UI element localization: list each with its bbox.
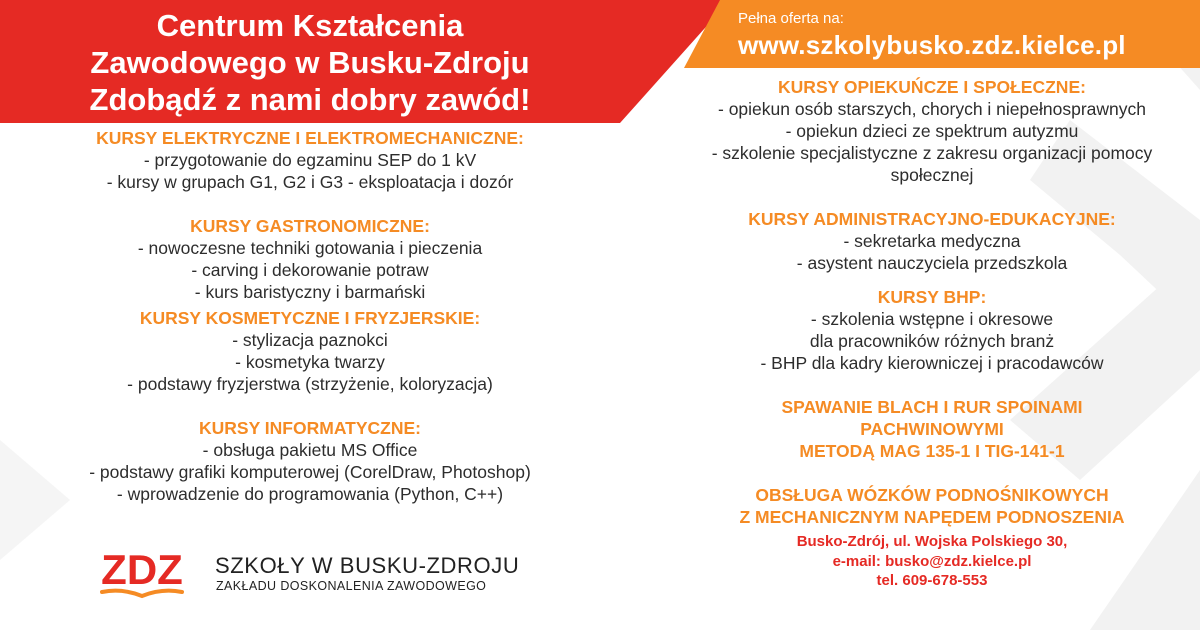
- title-line: Zawodowego w Busku-Zdroju: [90, 45, 530, 80]
- header-title: [30, 7, 590, 118]
- school-subtitle: ZAKŁADU DOSKONALENIA ZAWODOWEGO: [216, 579, 487, 593]
- contact-block: [692, 532, 1172, 591]
- zdz-logo: [96, 544, 188, 604]
- list-item: - carving i dekorowanie potraw: [191, 260, 429, 280]
- section-title: PACHWINOWYMI: [860, 419, 1004, 439]
- list-item: - kurs baristyczny i barmański: [194, 282, 426, 302]
- section-admin: [692, 208, 1172, 274]
- offer-url-link[interactable]: www.szkolybusko.zdz.kielce.pl: [738, 30, 1126, 60]
- list-item: - sekretarka medyczna: [843, 231, 1021, 251]
- section-welding: [692, 396, 1172, 462]
- section-title: KURSY BHP:: [877, 287, 987, 307]
- list-item: - obsługa pakietu MS Office: [202, 440, 418, 460]
- section-title: METODĄ MAG 135-1 I TIG-141-1: [799, 441, 1065, 461]
- section-title: KURSY KOSMETYCZNE I FRYZJERSKIE:: [139, 308, 481, 328]
- list-item: - opiekun osób starszych, chorych i niepełnosprawnych: [718, 99, 1146, 119]
- list-item: - asystent nauczyciela przedszkola: [796, 253, 1068, 273]
- left-column: [30, 127, 590, 505]
- section-cosmetic: [30, 307, 590, 395]
- section-it: [30, 417, 590, 505]
- title-line: Zdobądź z nami dobry zawód!: [89, 82, 531, 117]
- contact-email[interactable]: e-mail: busko@zdz.kielce.pl: [832, 552, 1032, 570]
- list-item: - nowoczesne techniki gotowania i pieczenia: [137, 238, 483, 258]
- list-item: dla pracowników różnych branż: [809, 331, 1055, 351]
- section-title: KURSY INFORMATYCZNE:: [199, 418, 421, 438]
- section-forklift: [692, 484, 1172, 528]
- section-bhp: [692, 286, 1172, 374]
- list-item: - podstawy fryzjerstwa (strzyżenie, koloryzacja): [127, 374, 493, 394]
- title-line: Centrum Kształcenia: [156, 8, 464, 43]
- section-title: SPAWANIE BLACH I RUR SPOINAMI: [781, 397, 1083, 417]
- list-item: - szkolenie specjalistyczne z zakresu organizacji pomocy: [711, 143, 1153, 163]
- right-column: [692, 76, 1172, 591]
- school-name: SZKOŁY W BUSKU-ZDROJU: [215, 553, 520, 578]
- list-item: - szkolenia wstępne i okresowe: [810, 309, 1054, 329]
- section-title: KURSY ELEKTRYCZNE I ELEKTROMECHANICZNE:: [96, 128, 524, 148]
- list-item: - przygotowanie do egzaminu SEP do 1 kV: [143, 150, 477, 170]
- list-item: - stylizacja paznokci: [232, 330, 388, 350]
- section-title: KURSY GASTRONOMICZNE:: [190, 216, 430, 236]
- list-item: - opiekun dzieci ze spektrum autyzmu: [785, 121, 1079, 141]
- list-item: społecznej: [890, 165, 974, 185]
- section-title: KURSY OPIEKUŃCZE I SPOŁECZNE:: [778, 77, 1086, 97]
- section-title: OBSŁUGA WÓZKÓW PODNOŚNIKOWYCH: [755, 485, 1109, 505]
- section-electrical: [30, 127, 590, 193]
- list-item: - wprowadzenie do programowania (Python, C++): [116, 484, 504, 504]
- contact-phone[interactable]: tel. 609-678-553: [876, 572, 988, 589]
- contact-address: Busko-Zdrój, ul. Wojska Polskiego 30,: [796, 533, 1068, 550]
- section-gastronomy: [30, 215, 590, 303]
- list-item: - BHP dla kadry kierowniczej i pracodawców: [760, 353, 1104, 373]
- section-title: KURSY ADMINISTRACYJNO-EDUKACYJNE:: [748, 209, 1116, 229]
- list-item: - kosmetyka twarzy: [235, 352, 385, 372]
- list-item: - podstawy grafiki komputerowej (CorelDraw, Photoshop): [89, 462, 531, 482]
- list-item: - kursy w grupach G1, G2 i G3 - eksploatacja i dozór: [106, 172, 514, 192]
- offer-label: Pełna oferta na:: [738, 10, 844, 27]
- section-title: Z MECHANICZNYM NAPĘDEM PODNOSZENIA: [739, 507, 1125, 527]
- logo-text: ZDZ: [101, 546, 183, 593]
- section-care: [692, 76, 1172, 186]
